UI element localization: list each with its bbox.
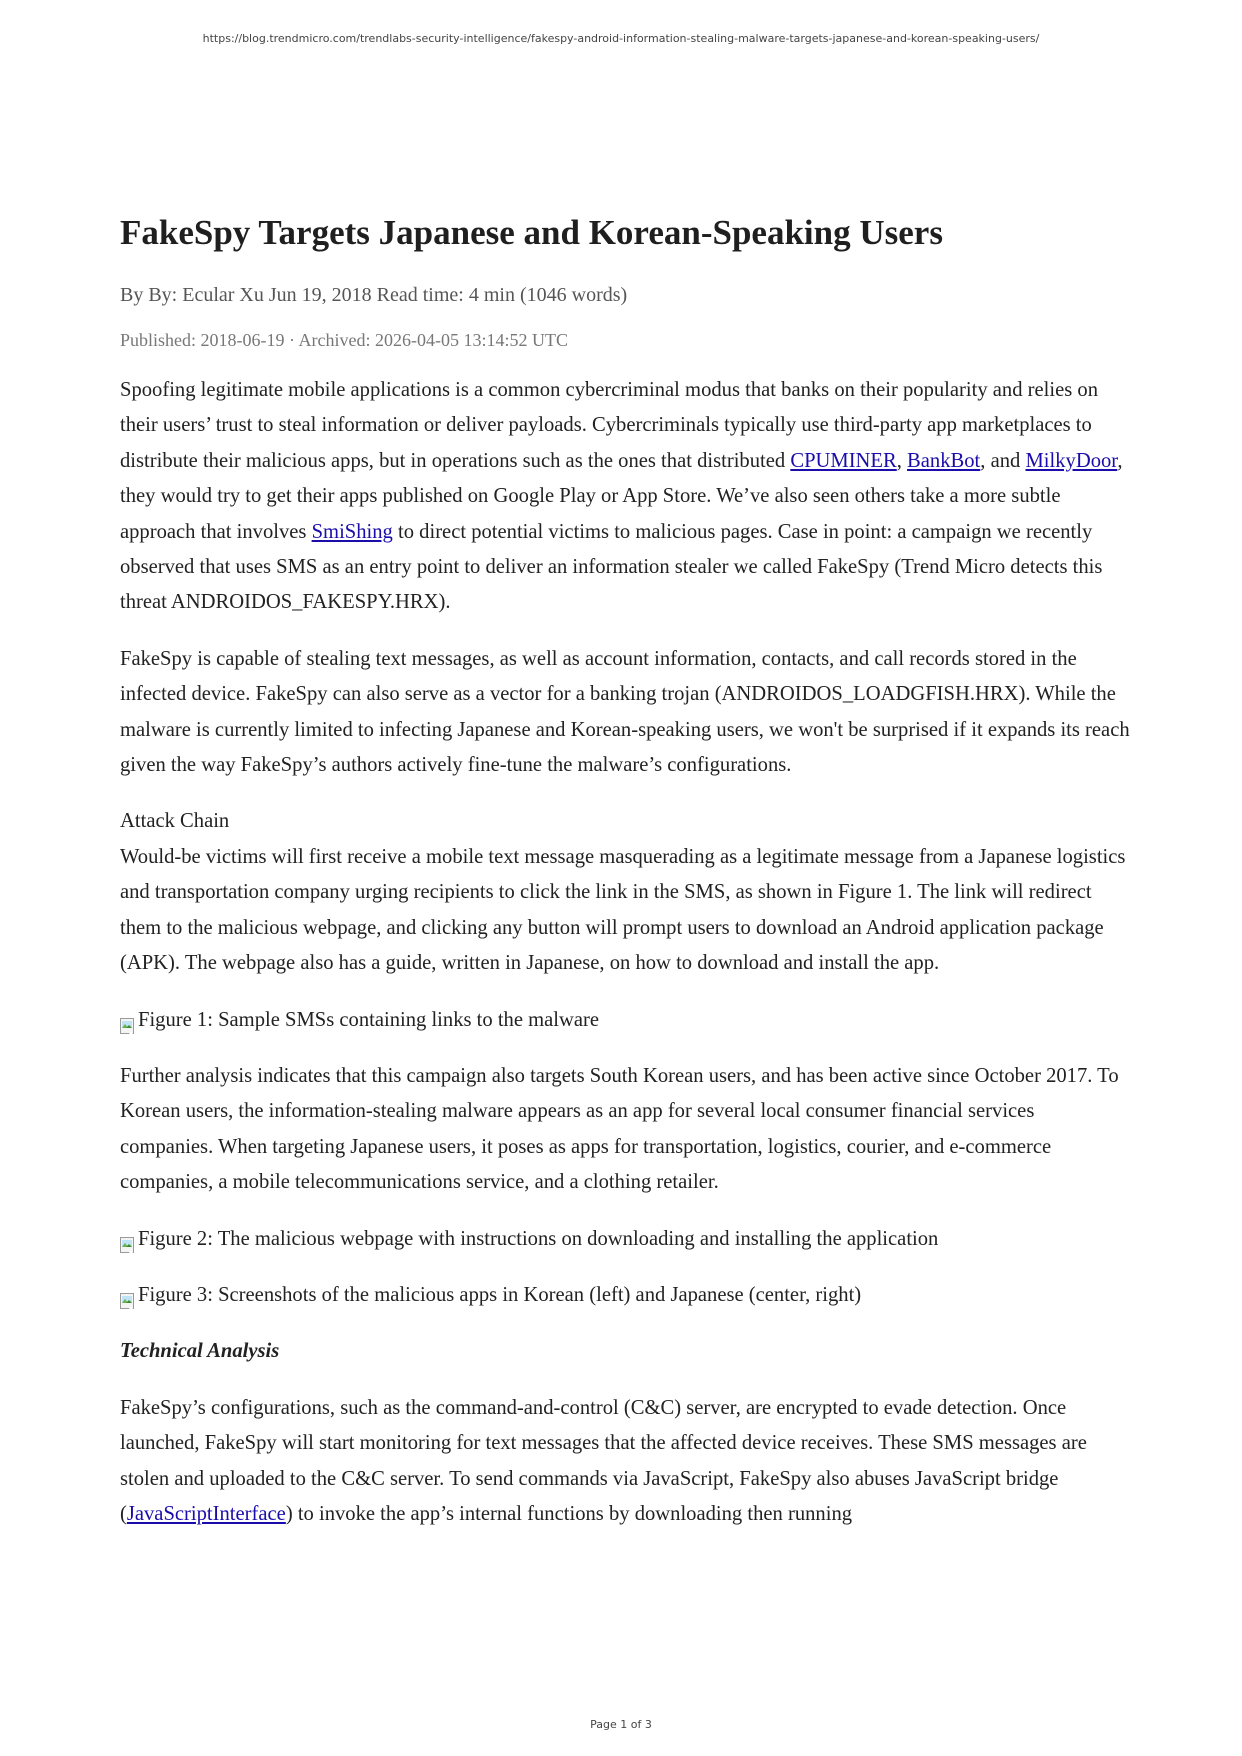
published-date: Published: 2018-06-19 · Archived: 2026-04-05 13:14:52 UTC [120, 330, 568, 350]
paragraph-analysis: Further analysis indicates that this campaign also targets South Korean users, and has been active since October 2017. To Korean users, the information-stealing malware appears as an app for several local consumer financial services companies. When targeting Japanese users, it poses as apps for transportation, logistics, courier, and e-commerce companies, a mobile telecommunications service, and a clothing retailer. [120, 1064, 1119, 1194]
text-span: , they would try to get their apps published on Google Play or App Store. We’ve also seen others take a more subtle approach that involves [120, 449, 1123, 543]
figure-2 [120, 1222, 1130, 1257]
article-body [120, 373, 1130, 1532]
link-milkydoor[interactable]: MilkyDoor [1025, 449, 1118, 472]
broken-image-icon [120, 1012, 136, 1029]
article-title: FakeSpy Targets Japanese and Korean-Speaking Users [120, 213, 943, 252]
heading-technical-analysis: Technical Analysis [120, 1340, 280, 1363]
figure-2-caption: Figure 2: The malicious webpage with instructions on downloading and installing the application [138, 1227, 939, 1250]
figure-1-caption: Figure 1: Sample SMSs containing links to the malware [138, 1008, 600, 1031]
figure-3-caption: Figure 3: Screenshots of the malicious apps in Korean (left) and Japanese (center, right) [138, 1283, 862, 1306]
link-smishing[interactable]: SmiShing [311, 520, 393, 543]
text-span: , [896, 449, 908, 472]
broken-image-icon [120, 1287, 136, 1304]
link-javascriptinterface[interactable]: JavaScriptInterface [126, 1502, 286, 1525]
link-bankbot[interactable]: BankBot [907, 449, 981, 472]
paragraph-technical [120, 1391, 1130, 1533]
text-span: , and [980, 449, 1026, 472]
broken-image-icon [120, 1231, 136, 1248]
paragraph-capabilities: FakeSpy is capable of stealing text messages, as well as account information, contacts, and call records stored in the infected device. FakeSpy can also serve as a vector for a banking trojan (ANDROIDOS_LOADGFISH.HRX). While the malware is currently limited to infecting Japanese and Korean-speaking users, we won't be surprised if it expands its reach given the way FakeSpy’s authors actively fine-tune the malware’s configurations. [120, 647, 1130, 777]
figure-1 [120, 1003, 1130, 1038]
paragraph-attack-chain: Would-be victims will first receive a mobile text message masquerading as a legitimate message from a Japanese logistics and transportation company urging recipients to click the link in the SMS, as shown in Figure 1. The link will redirect them to the malicious webpage, and clicking any button will prompt users to download an Android application package (APK). The webpage also has a guide, written in Japanese, on how to download and install the app. [120, 845, 1126, 975]
text-span: FakeSpy’s configurations, such as the command-and-control (C&C) server, are encrypted to evade detection. Once launched, FakeSpy will start monitoring for text messages that the affected device receives. These SMS messages are stolen and uploaded to the C&C server. To send commands via JavaScript, FakeSpy also abuses JavaScript bridge ( [120, 1396, 1087, 1525]
heading-attack-chain: Attack Chain [120, 810, 230, 833]
text-span: to direct potential victims to malicious pages. Case in point: a campaign we recently observed that uses SMS as an entry point to deliver an information stealer we called FakeSpy (Trend Micro detects this threat ANDROIDOS_FAKESPY.HRX). [120, 520, 1103, 614]
article [120, 208, 1130, 1532]
link-cpuminer[interactable]: CPUMINER [790, 449, 897, 472]
text-span: ) to invoke the app’s internal functions by downloading then running [285, 1502, 853, 1525]
page-url: https://blog.trendmicro.com/trendlabs-security-intelligence/fakespy-android-information-stealing-malware-targets-japanese-and-korean-speaking-users/ [202, 32, 1040, 45]
figure-3 [120, 1278, 1130, 1313]
byline: By By: Ecular Xu Jun 19, 2018 Read time: 4 min (1046 words) [120, 284, 628, 306]
text-span: Spoofing legitimate mobile applications is a common cybercriminal modus that banks on their popularity and relies on their users’ trust to steal information or deliver payloads. Cybercriminals typically use third-party app marketplaces to distribute their malicious apps, but in operations such as the ones that distributed [120, 379, 1098, 472]
page-number: Page 1 of 3 [590, 1718, 652, 1731]
paragraph-intro [120, 373, 1130, 621]
